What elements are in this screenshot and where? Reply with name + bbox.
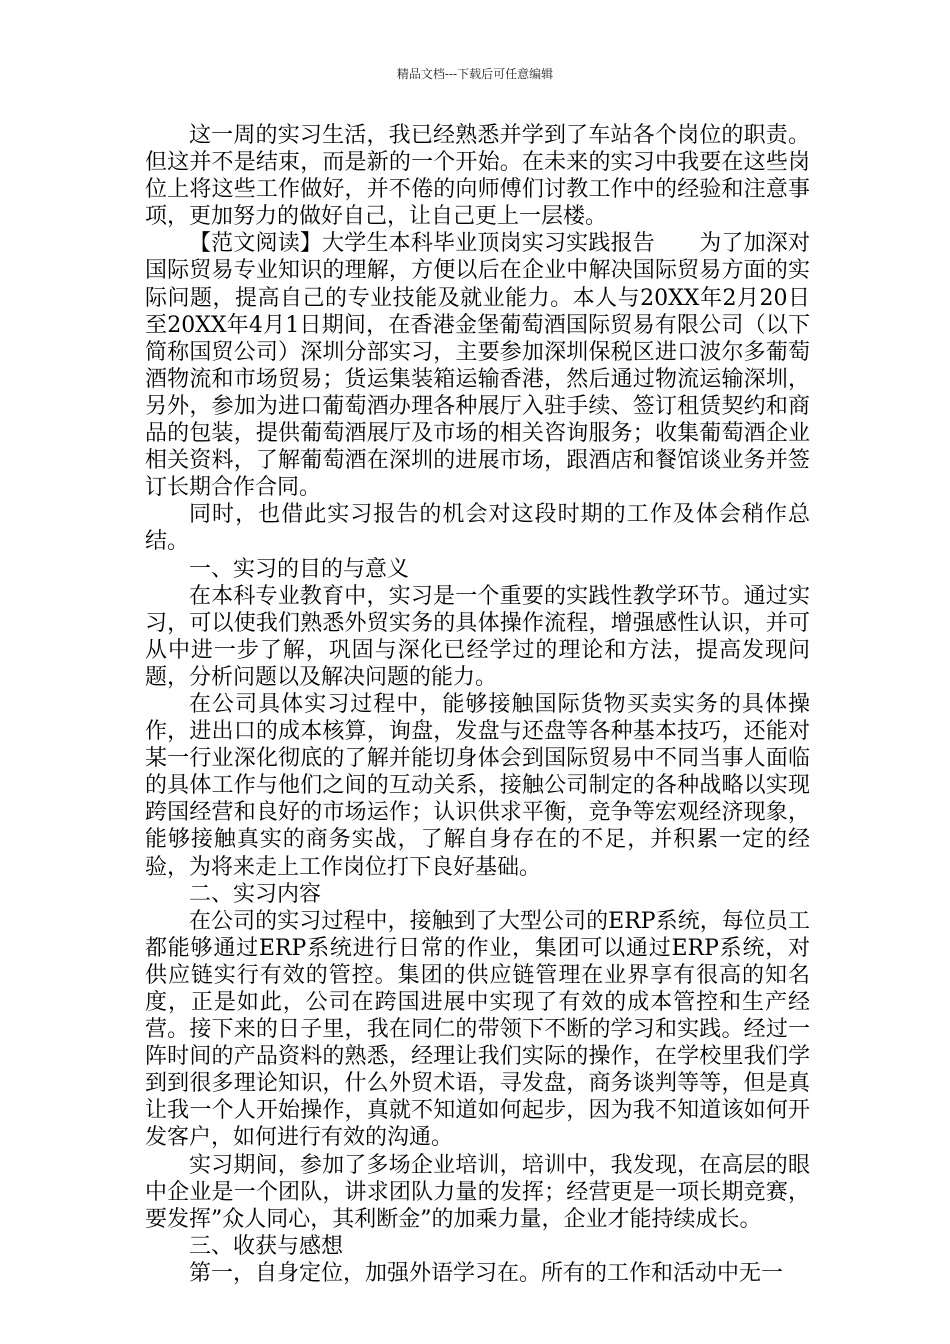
section-heading: 三、收获与感想	[189, 1233, 344, 1259]
paragraph: 在本科专业教育中，实习是一个重要的实践性教学环节。通过实习，可以使我们熟悉外贸实务的具体操作流程，增强感性认识，并可从中进一步了解，巩固与深化已经学过的理论和方法，提高发现问题，分析问题以及解决问题的能力。	[145, 583, 810, 690]
paragraph: 实习期间，参加了多场企业培训，培训中，我发现，在高层的眼中企业是一个团队，讲求团队力量的发挥；经营更是一项长期竞赛，要发挥”众人同心，其利断金”的加乘力量，企业才能持续成长。	[145, 1152, 810, 1232]
page-header: 精品文档---下载后可任意编辑	[396, 67, 554, 81]
section-heading: 一、实习的目的与意义	[189, 556, 410, 582]
paragraph: 第一，自身定位，加强外语学习在。所有的工作和活动中无一	[189, 1260, 784, 1286]
section-heading: 二、实习内容	[189, 881, 322, 907]
paragraph: 在公司具体实习过程中，能够接触国际货物买卖实务的具体操作，进出口的成本核算，询盘，发盘与还盘等各种基本技巧，还能对某一行业深化彻底的了解并能切身体会到国际贸易中不同当事人面临的具体工作与他们之间的互动关系，接触公司制定的各种战略以实现跨国经营和良好的市场运作；认识供求平衡，竞争等宏观经济现象，能够接触真实的商务实战，了解自身存在的不足，并积累一定的经验，为将来走上工作岗位打下良好基础。	[145, 691, 810, 880]
paragraph: 【范文阅读】大学生本科毕业顶岗实习实践报告 为了加深对国际贸易专业知识的理解，方便以后在企业中解决国际贸易方面的实际问题，提高自己的专业技能及就业能力。本人与20XX年2月20日至20XX年4月1日期间，在香港金堡葡萄酒国际贸易有限公司（以下简称国贸公司）深圳分部实习，主要参加深圳保税区进口波尔多葡萄酒物流和市场贸易；货运集装箱运输香港，然后通过物流运输深圳，另外，参加为进口葡萄酒办理各种展厅入驻手续、签订租赁契约和商品的包装，提供葡萄酒展厅及市场的相关咨询服务；收集葡萄酒企业相关资料，了解葡萄酒在深圳的进展市场，跟酒店和餐馆谈业务并签订长期合作合同。	[145, 231, 810, 501]
paragraph: 这一周的实习生活，我已经熟悉并学到了车站各个岗位的职责。但这并不是结束，而是新的一个开始。在未来的实习中我要在这些岗位上将这些工作做好，并不倦的向师傅们讨教工作中的经验和注意事项，更加努力的做好自己，让自己更上一层楼。	[145, 123, 810, 230]
document-body	[145, 122, 810, 1287]
paragraph: 同时，也借此实习报告的机会对这段时期的工作及体会稍作总结。	[145, 502, 810, 555]
paragraph: 在公司的实习过程中，接触到了大型公司的ERP系统，每位员工都能够通过ERP系统进行日常的作业，集团可以通过ERP系统，对供应链实行有效的管控。集团的供应链管理在业界享有很高的知名度，正是如此，公司在跨国进展中实现了有效的成本管控和生产经营。接下来的日子里，我在同仁的带领下不断的学习和实践。经过一阵时间的产品资料的熟悉，经理让我们实际的操作，在学校里我们学到到很多理论知识，什么外贸术语，寻发盘，商务谈判等等，但是真让我一个人开始操作，真就不知道如何起步，因为我不知道该如何开发客户，如何进行有效的沟通。	[145, 908, 810, 1151]
